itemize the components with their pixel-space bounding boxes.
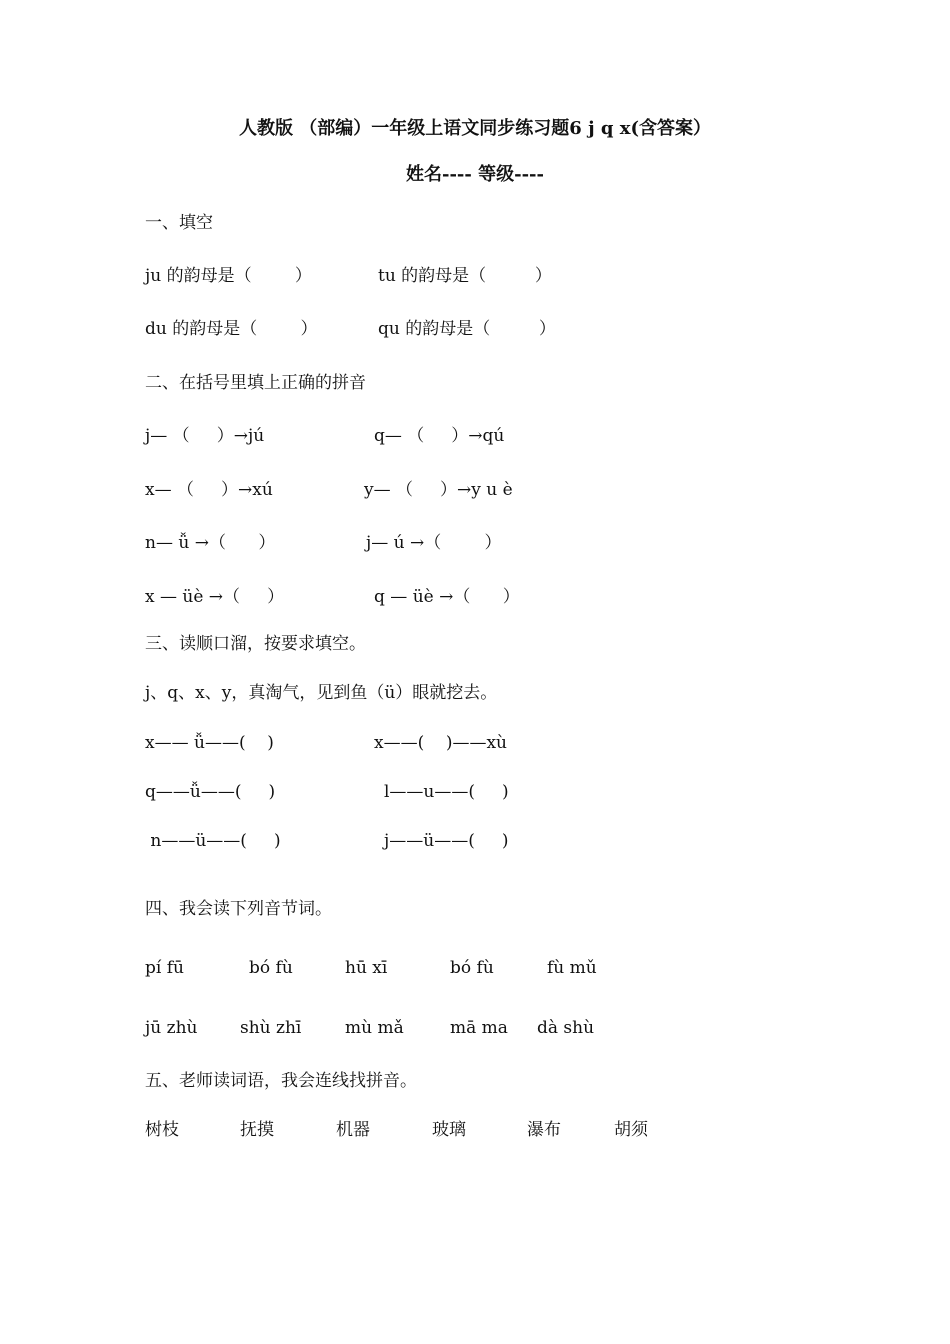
rhyme-item: j——ü——( ) — [384, 831, 509, 851]
pinyin-item: y— （ ）→y u è — [364, 480, 513, 500]
vocab-word: 玻璃 — [432, 1120, 466, 1140]
syllable-word: hū xī — [345, 958, 388, 978]
rhyme-item: n——ü——( ) — [145, 831, 281, 851]
section5-heading: 五、老师读词语，我会连线找拼音。 — [145, 1071, 417, 1091]
fill-item: tu 的韵母是（ ） — [378, 266, 552, 286]
section4-heading: 四、我会读下列音节词。 — [145, 899, 332, 919]
syllable-word: mā ma — [450, 1018, 508, 1038]
name-grade-line: 姓名---- 等级---- — [405, 164, 545, 185]
rhyme-text: j、q、x、y，真淘气，见到鱼（ü）眼就挖去。 — [145, 683, 498, 703]
syllable-word: shù zhī — [240, 1018, 302, 1038]
section3-heading: 三、读顺口溜，按要求填空。 — [145, 634, 366, 654]
syllable-word: pí fū — [145, 958, 184, 978]
fill-item: du 的韵母是（ ） — [145, 319, 318, 339]
syllable-word: dà shù — [537, 1018, 595, 1038]
vocab-word: 瀑布 — [527, 1120, 561, 1140]
vocab-word: 树枝 — [145, 1120, 179, 1140]
section2-heading: 二、在括号里填上正确的拼音 — [145, 373, 366, 393]
pinyin-item: q — üè →（ ） — [374, 587, 520, 607]
syllable-word: jū zhù — [145, 1018, 198, 1038]
pinyin-item: j— （ ）→jú — [145, 426, 265, 446]
document-title: 人教版 （部编）一年级上语文同步练习题6 j q x(含答案） — [239, 118, 711, 139]
section1-heading: 一、填空 — [145, 213, 213, 233]
fill-item: ju 的韵母是（ ） — [145, 266, 312, 286]
pinyin-item: n— ǚ →（ ） — [145, 533, 276, 553]
pinyin-item: x— （ ）→xú — [145, 480, 273, 500]
syllable-word: bó fù — [249, 958, 293, 978]
fill-item: qu 的韵母是（ ） — [378, 319, 556, 339]
syllable-word: fù mǔ — [547, 958, 597, 978]
syllable-word: mù mǎ — [345, 1018, 404, 1038]
vocab-word: 抚摸 — [240, 1120, 274, 1140]
pinyin-item: x — üè →（ ） — [145, 587, 285, 607]
pinyin-item: j— ú →（ ） — [366, 533, 502, 553]
rhyme-item: q——ǚ——( ) — [145, 782, 276, 802]
rhyme-item: x—— ǚ——( ) — [145, 733, 274, 753]
rhyme-item: x——( )——xù — [374, 733, 508, 753]
rhyme-item: l——u——( ) — [384, 782, 509, 802]
pinyin-item: q— （ ）→qú — [374, 426, 505, 446]
vocab-word: 机器 — [336, 1120, 370, 1140]
syllable-word: bó fù — [450, 958, 494, 978]
vocab-word: 胡须 — [614, 1120, 648, 1140]
